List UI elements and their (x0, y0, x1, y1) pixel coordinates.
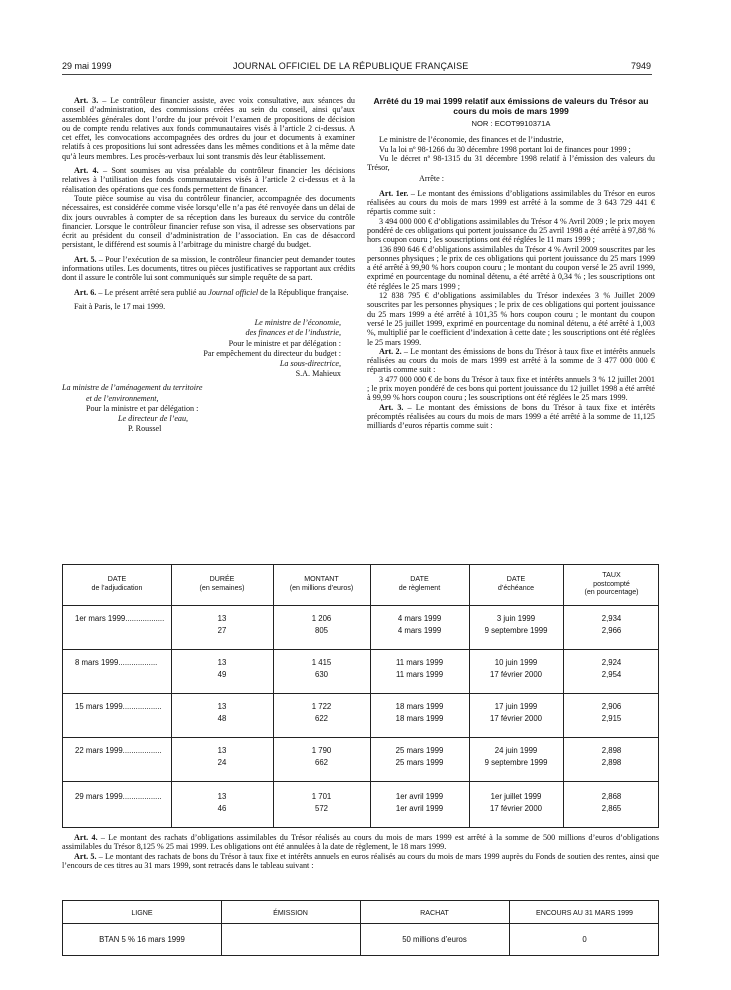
journal-title: JOURNAL OFFICIEL DE LA RÉPUBLIQUE FRANÇAISE (233, 61, 469, 71)
adjudication-date: 1er mars 1999.................. (75, 614, 165, 623)
echeance-cell: 10 juin 1999 17 février 2000 (489, 658, 542, 680)
article-text: de la République française. (258, 287, 349, 297)
page-date: 29 mai 1999 (62, 61, 112, 71)
taux-cell: 2,924 2,954 (601, 658, 622, 680)
arrete-heading: Arrête : (419, 174, 445, 184)
column-header-reglement: DATE de règlement (398, 575, 441, 592)
article-label: Art. 5. (74, 851, 97, 861)
signature-block-1 (62, 318, 355, 379)
adjudication-date: 29 mars 1999.................. (75, 792, 162, 801)
echeance-cell: 17 juin 1999 17 février 2000 (489, 702, 542, 724)
reglement-cell: 25 mars 1999 25 mars 1999 (395, 746, 444, 768)
signatory-line: Pour la ministre et par délégation : (86, 403, 199, 413)
column-header-emission: ÉMISSION (273, 909, 308, 917)
article-label: Art. 6. (74, 287, 97, 297)
article-2-paragraph-2: 3 477 000 000 € de bons du Trésor à taux fixe et intérêts annuels 3 % 12 juillet 2001 ; le prix moyen pondéré de ces bons qui portent jouissance du 12 juillet 1998 a été arrêté à 99,99 % hors coupon couru ; les souscriptions ont été réglées le 25 mars 1999. (367, 374, 655, 403)
column-header-taux: TAUX postcompté (en pourcentage) (584, 571, 639, 596)
reglement-cell: 18 mars 1999 18 mars 1999 (395, 702, 444, 724)
preamble-loi: Vu la loi nº 98-1266 du 30 décembre 1998 portant loi de finances pour 1999 ; (379, 144, 631, 154)
adjudication-date: 15 mars 1999.................. (75, 702, 162, 711)
signatory-line: et de l’environnement, (86, 393, 159, 403)
table-header-rule (63, 605, 658, 606)
montant-cell: 1 722 622 (311, 702, 332, 724)
article-text: – Le présent arrêté sera publié au (96, 287, 209, 297)
adjudication-date: 8 mars 1999.................. (75, 658, 158, 667)
journal-reference: Journal officiel (208, 287, 259, 297)
echeance-cell: 1er juillet 1999 17 février 2000 (489, 792, 542, 814)
preamble-minister: Le ministre de l’économie, des finances et de l’industrie, (379, 135, 564, 145)
article-1-paragraph-2: 3 494 000 000 € d’obligations assimilables du Trésor 4 % Avril 2009 ; le prix moyen pondéré de ces obligations qui portent jouissance du 25 avril 1998 a été arrêté à 97,88 % hors coupon couru ; les souscriptions ont été réglées le 11 mars 1999 ; (367, 216, 655, 245)
adjudication-date: 22 mars 1999.................. (75, 746, 162, 755)
article-text: – Pour l’exécution de sa mission, le contrôleur financier peut demander toutes informations utiles. Les documents, titres ou pièces justificatives se rapportant aux crédits dont il assure le contrôle lui sont communiqués sur simple requête de sa part. (62, 254, 355, 283)
article-4-paragraph-2: Toute pièce soumise au visa du contrôleur financier, accompagnée des documents nécessaires, est considérée comme visée lorsqu’elle n’a pas été renvoyée dans un délai de dix jours ouvrables à compter de sa réception dans les bureaux du service du contrôle financier. Lorsque le contrôleur financier refuse son visa, il adresse ses observations par écrit au président du conseil d’administration de l’association. En cas de désaccord persistant, le différend est soumis à l’arbitrage du ministre chargé du budget. (62, 193, 355, 250)
rachats-table (62, 900, 659, 956)
signatory-line: Par empêchement du directeur du budget : (203, 348, 341, 358)
echeance-cell: 24 juin 1999 9 septembre 1999 (484, 746, 548, 768)
article-3-left (62, 96, 355, 161)
montant-cell: 1 790 662 (311, 746, 332, 768)
article-4-left (62, 166, 355, 194)
ligne-cell: BTAN 5 % 16 mars 1999 (99, 935, 185, 944)
article-text: – Le montant des rachats de bons du Trésor à taux fixe et intérêts annuels en euros réalisés au cours du mois de mars 1999 auprès du Fonds de soutien des rentes, ainsi que l’encours de ces titres au 31 mars 1999, sont retracés dans le tableau suivant : (62, 851, 659, 870)
reglement-cell: 1er avril 1999 1er avril 1999 (395, 792, 444, 814)
article-text: – Le montant des émissions d’obligations assimilables du Trésor en euros réalisées au cours du mois de mars 1999 est arrêté à la somme de 3 643 729 441 € répartis comme suit : (367, 188, 655, 217)
article-5-left (62, 255, 355, 283)
article-label: Art. 1er. (379, 188, 409, 198)
article-2-right (367, 347, 655, 375)
signatory-name: P. Roussel (128, 424, 162, 434)
article-1-paragraph-4: 12 838 795 € d’obligations assimilables du Trésor indexées 3 % Juillet 2009 souscrites par les personnes physiques ; le prix de ces obligations qui portent jouissance du 25 mars 1999 a été arrêté à 101,35 % hors coupon couru ; le montant du coupon versé le 25 juillet 1999, exprimé en pourcentage du nominal détenu, a été arrêté à 1,003 %, multiplié par le coefficient d’indexation à cette date ; les souscriptions ont été réglées le 25 mars 1999. (367, 291, 655, 347)
duree-cell: 13 27 (217, 614, 227, 636)
article-label: Art. 3. (379, 402, 404, 412)
article-text: – Sont soumises au visa préalable du contrôleur financier les décisions relatives à l’utilisation des fonds communautaires visés à l’article 2 ci-dessus et à la réalisation des opérations que ces fonds permettent de financer. (62, 166, 355, 194)
article-text: – Le montant des émissions de bons du Trésor à taux fixe et intérêts annuels réalisées au cours du mois de mars 1999 est arrêté à la somme de 3 477 000 000 € répartis comme suit : (367, 346, 655, 375)
duree-cell: 13 24 (217, 746, 227, 768)
duree-cell: 13 49 (217, 658, 227, 680)
article-5-bottom (62, 852, 659, 871)
nor-reference: NOR : ECOT9910371A (471, 119, 551, 128)
preamble-decret: Vu le décret nº 98-1315 du 31 décembre 1998 relatif à l’émission des valeurs du Trésor, (367, 153, 655, 173)
article-label: Art. 3. (74, 96, 99, 105)
article-label: Art. 2. (379, 346, 402, 356)
article-label: Art. 5. (74, 254, 97, 264)
column-header-adjudication: DATE de l’adjudication (91, 575, 143, 592)
signatory-line: La sous-directrice, (279, 359, 341, 369)
done-at: Fait à Paris, le 17 mai 1999. (74, 301, 166, 311)
column-header-encours: ENCOURS AU 31 MARS 1999 (536, 909, 633, 917)
bottom-articles (62, 833, 659, 870)
article-3-right (367, 403, 655, 431)
echeance-cell: 3 juin 1999 9 septembre 1999 (484, 614, 548, 636)
taux-cell: 2,934 2,966 (601, 614, 622, 636)
montant-cell: 1 701 572 (311, 792, 332, 814)
taux-cell: 2,868 2,865 (601, 792, 622, 814)
rachat-cell: 50 millions d’euros (402, 935, 467, 944)
table-row-rule (63, 737, 658, 738)
article-text: – Le montant des émissions de bons du Trésor à taux fixe et intérêts précomptés réalisées au cours du mois de mars 1999 a été arrêté à la somme de 11,125 milliards d’euros répartis comme suit : (367, 402, 655, 431)
column-header-echeance: DATE d’échéance (497, 575, 535, 592)
article-label: Art. 4. (74, 833, 98, 842)
table-row-rule (63, 781, 658, 782)
signatory-line: Pour le ministre et par délégation : (228, 338, 341, 348)
article-text: – Le montant des rachats d’obligations assimilables du Trésor réalisés au cours du mois de mars 1999 est arrêté à la somme de 500 millions d’euros d’obligations assimilables du Trésor 8,125 % 25 mai 1999. Les obligations ont été annulées à la date de règlement, le 18 mars 1999. (62, 833, 659, 852)
article-4-bottom (62, 833, 659, 852)
article-label: Art. 4. (74, 166, 99, 176)
taux-cell: 2,906 2,915 (601, 702, 622, 724)
emissions-table (62, 564, 659, 828)
header-rule (62, 74, 652, 75)
signatory-line: La ministre de l’aménagement du territoire (62, 383, 203, 393)
signatory-line: Le ministre de l’économie, (254, 318, 341, 328)
article-1-paragraph-3: 136 890 646 € d’obligations assimilables du Trésor 4 % Avril 2009 souscrites par les personnes physiques ; le prix de ces obligations qui portent jouissance du 25 mars 1999 a été arrêté à 99,90 % hors coupon couru ; le montant du coupon versé le 25 avril 1999, exprimé en pourcentage du nominal détenu, a été arrêté à 0,34 % ; les souscriptions ont été réglées le 25 mars 1999 ; (367, 244, 655, 291)
reglement-cell: 4 mars 1999 4 mars 1999 (397, 614, 442, 636)
montant-cell: 1 415 630 (311, 658, 332, 680)
table-header-rule (63, 923, 658, 924)
signature-block-2 (62, 383, 355, 434)
table-row-rule (63, 693, 658, 694)
article-text: – Le contrôleur financier assiste, avec voix consultative, aux séances du conseil d’administration, des commissions créées au sein du conseil, ainsi qu’aux assemblées générales dont l’ordre du jour prévoit l’examen de propositions de décision ou de compte rendu relatives aux fonds communautaires visés à l’article 2 ci-dessus. A cet effet, les convocations accompagnées des ordres du jour et documents à examiner relatifs à ces propositions lui sont adressées dans les mêmes conditions et à la même date qu’à leurs membres. Les procès-verbaux lui sont transmis dès leur établissement. (62, 96, 355, 161)
signatory-line: des finances et de l’industrie, (245, 328, 341, 338)
column-header-ligne: LIGNE (131, 909, 153, 917)
table-row-rule (63, 649, 658, 650)
taux-cell: 2,898 2,898 (601, 746, 622, 768)
duree-cell: 13 48 (217, 702, 227, 724)
encours-cell: 0 (582, 935, 587, 944)
article-1-right (367, 189, 655, 217)
signatory-line: Le directeur de l’eau, (118, 414, 189, 424)
reglement-cell: 11 mars 1999 11 mars 1999 (395, 658, 444, 680)
decree-title: Arrêté du 19 mai 1999 relatif aux émissions de valeurs du Trésor au cours du mois de mars 1999 (373, 96, 649, 116)
right-column (367, 96, 655, 431)
duree-cell: 13 46 (217, 792, 227, 814)
left-column (62, 96, 355, 434)
column-header-duree: DURÉE (en semaines) (199, 575, 245, 592)
column-header-rachat: RACHAT (420, 909, 449, 917)
montant-cell: 1 206 805 (311, 614, 332, 636)
page-number: 7949 (631, 61, 652, 71)
signatory-name: S.A. Mahieux (295, 369, 341, 379)
column-header-montant: MONTANT (en millions d’euros) (289, 575, 354, 592)
article-6-left (62, 288, 355, 297)
